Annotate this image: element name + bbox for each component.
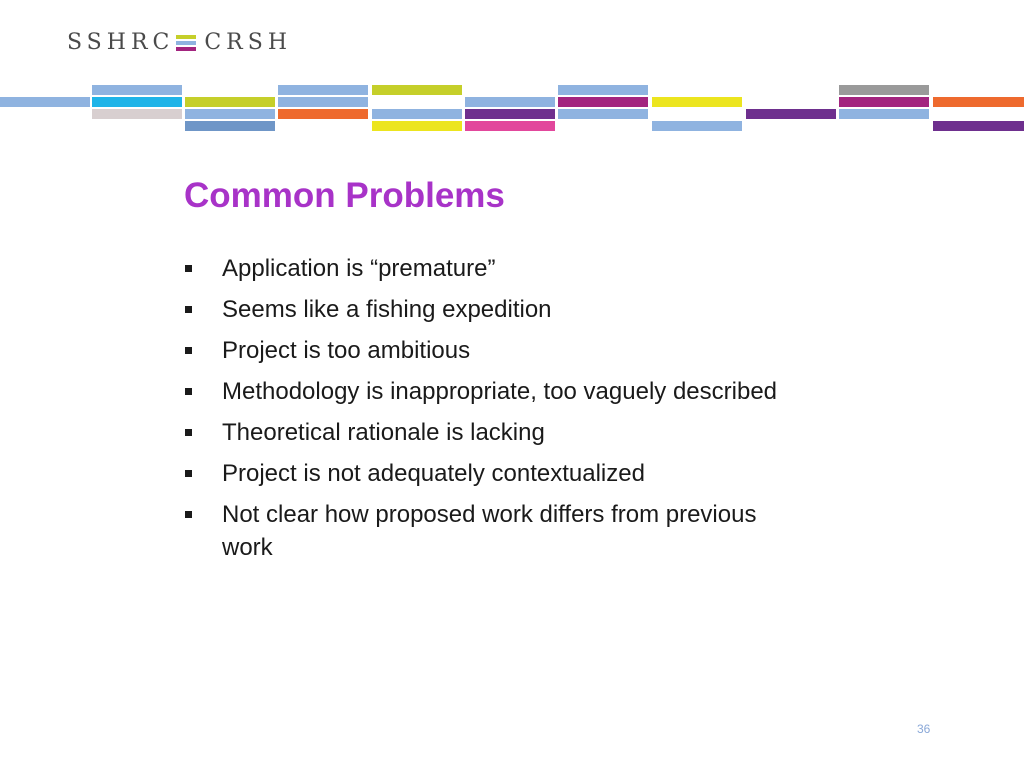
bullet-item [184, 334, 784, 367]
bullet-item [184, 252, 784, 285]
bullet-list [184, 252, 784, 572]
bullet-text: Project is too ambitious [222, 337, 471, 364]
logo-left-text: SSHRC [67, 30, 175, 55]
square-bullet-icon [185, 511, 192, 518]
decorative-bar [92, 85, 182, 95]
decorative-bar [465, 121, 555, 131]
decorative-bar [372, 85, 462, 95]
decorative-bar [652, 121, 742, 131]
decorative-bar [0, 97, 90, 107]
decorative-bar [558, 109, 648, 119]
decorative-bar [652, 97, 742, 107]
decorative-bar [278, 85, 368, 95]
decorative-bar [558, 85, 648, 95]
decorative-bar [465, 109, 555, 119]
bullet-item [184, 293, 784, 326]
decorative-bar [933, 97, 1024, 107]
decorative-bar [839, 97, 929, 107]
bullet-text: Seems like a fishing expedition [222, 296, 552, 323]
decorative-bar [185, 121, 275, 131]
decorative-bar [92, 97, 182, 107]
bullet-item [184, 416, 784, 449]
decorative-bar [465, 97, 555, 107]
square-bullet-icon [185, 347, 192, 354]
decorative-bar [558, 97, 648, 107]
decorative-bar [185, 109, 275, 119]
decorative-bar [933, 121, 1024, 131]
decorative-bar [839, 85, 929, 95]
bullet-text: Application is “premature” [222, 255, 496, 282]
decorative-bar [278, 97, 368, 107]
square-bullet-icon [185, 306, 192, 313]
bullet-item [184, 375, 784, 408]
decorative-bar [92, 109, 182, 119]
bullet-item [184, 498, 784, 564]
bullet-text: Project is not adequately contextualized [222, 460, 645, 487]
bullet-text: Not clear how proposed work differs from previous work [222, 501, 757, 561]
bullet-text: Methodology is inappropriate, too vaguely described [222, 378, 778, 405]
square-bullet-icon [185, 265, 192, 272]
square-bullet-icon [185, 388, 192, 395]
bullet-text: Theoretical rationale is lacking [222, 419, 545, 446]
decorative-bar [372, 121, 462, 131]
square-bullet-icon [185, 429, 192, 436]
logo-right-text: CRSH [204, 30, 292, 55]
decorative-bar [185, 97, 275, 107]
slide-title: Common Problems [184, 176, 505, 215]
square-bullet-icon [185, 470, 192, 477]
decorative-bar [372, 109, 462, 119]
decorative-color-bars [0, 0, 1024, 140]
decorative-bar [839, 109, 929, 119]
page-number: 36 [917, 722, 931, 736]
decorative-bar [746, 109, 836, 119]
bullet-item [184, 457, 784, 490]
decorative-bar [278, 109, 368, 119]
